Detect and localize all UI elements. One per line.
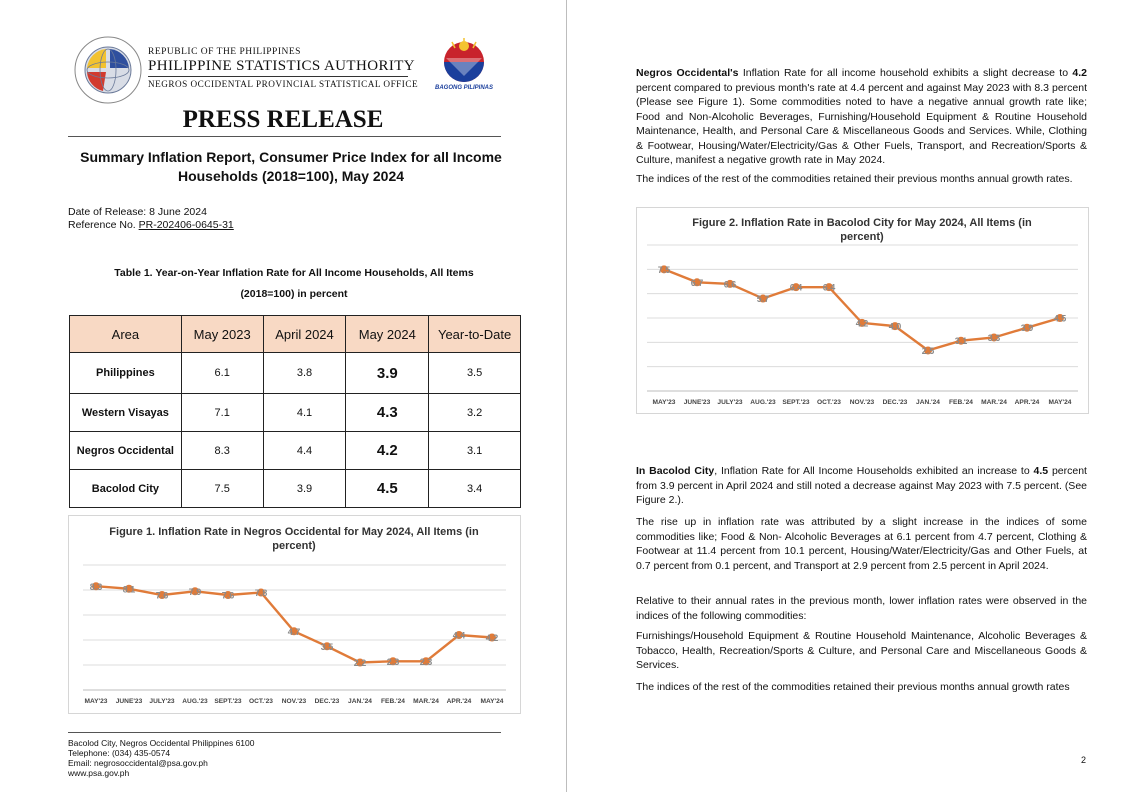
data-label: 7.6	[155, 590, 169, 601]
negros-lead: Negros Occidental's	[636, 67, 739, 79]
cell-value: 4.1	[263, 394, 346, 432]
cell-value: 3.4	[429, 470, 521, 508]
x-tick-label: DEC.'23	[882, 399, 908, 406]
figure2-chart	[636, 207, 1089, 414]
summary-title: Summary Inflation Report, Consumer Price Index for all Income Households (2018=100), May 2024	[80, 149, 502, 184]
data-label: 3.3	[987, 332, 1001, 343]
data-label: 4.2	[855, 318, 869, 329]
paragraph-retained-2: The indices of the rest of the commodities retained their previous months annual growth rates	[636, 681, 1070, 693]
cell-value: 3.9	[346, 353, 429, 394]
x-tick-label: OCT.'23	[249, 698, 273, 705]
bacolod-lead: In Bacolod City	[636, 465, 715, 477]
header-may-2023: May 2023	[181, 316, 263, 353]
table-row	[70, 432, 521, 470]
footer-telephone: Telephone: (034) 435-0574	[68, 748, 171, 758]
cell-area: Bacolod City	[70, 470, 182, 508]
data-label: 3.9	[1020, 323, 1034, 334]
table1-caption-line2: (2018=100) in percent	[240, 288, 348, 300]
bacolod-text-a: , Inflation Rate for All Income Households exhibited an increase to	[714, 465, 1034, 477]
x-tick-label: AUG.'23	[750, 399, 776, 406]
table1-caption-line1: Table 1. Year-on-Year Inflation Rate for All Income Households, All Items	[114, 267, 474, 279]
psa-seal-logo	[73, 35, 143, 105]
figure1-chart	[68, 515, 521, 714]
release-date	[68, 206, 207, 218]
cell-area: Western Visayas	[70, 394, 182, 432]
x-tick-label: SEPT.'23	[214, 698, 242, 705]
paragraph-commodities: Furnishings/Household Equipment & Routine Household Maintenance, Alcoholic Beverages & Tobacco, Health, Recreation/Sports & Culture, and Personal Care and Miscellaneous Goods & Services.	[636, 630, 1087, 671]
x-tick-label: FEB.'24	[381, 698, 405, 705]
negros-text-b: percent compared to previous month's rate at 4.4 percent and against May 2023 with 8.3 percent (Please see Figure 1). Some commodities noted to have a negative annual growth rate like; Food and Non-Alcoholic Beverages, Furnishing/Household Equipment & Routine Household Maintenance, Health, and Personal Care & Miscellaneous Goods and Services. While, Clothing & Footwear, Housing/Water/Electricity/Gas & Other Fuels, Transport, and Recreation/Sports & Culture, manifest a negative growth rate in May 2024.	[636, 81, 1087, 166]
cell-area: Philippines	[70, 353, 182, 394]
x-tick-label: MAY'24	[480, 698, 504, 705]
cell-value: 3.1	[429, 432, 521, 470]
paragraph-relative: Relative to their annual rates in the previous month, lower inflation rates were observed in the indices of the following commodities:	[636, 595, 1087, 622]
x-tick-label: SEPT.'23	[782, 399, 810, 406]
inflation-table	[69, 315, 521, 508]
footer-email: Email: negrosoccidental@psa.gov.ph	[68, 758, 208, 768]
x-tick-label: JUNE'23	[683, 399, 711, 406]
figure1-plot	[69, 516, 520, 713]
data-label: 2.3	[386, 656, 400, 667]
table-row	[70, 470, 521, 508]
data-label: 6.6	[723, 279, 737, 290]
data-label: 4.7	[287, 626, 301, 637]
cell-area: Negros Occidental	[70, 432, 182, 470]
x-tick-label: OCT.'23	[817, 399, 841, 406]
header-area: Area	[70, 316, 182, 353]
cell-value: 4.5	[346, 470, 429, 508]
figure1-title: Figure 1. Inflation Rate in Negros Occidental for May 2024, All Items (in percent)	[109, 526, 479, 552]
x-tick-label: FEB.'24	[949, 399, 973, 406]
x-tick-label: NOV.'23	[849, 399, 875, 406]
x-tick-label: DEC.'23	[314, 698, 340, 705]
x-tick-label: NOV.'23	[281, 698, 307, 705]
reference-value: PR-202406-0645-31	[138, 219, 234, 231]
cell-value: 3.2	[429, 394, 521, 432]
release-date-label: Date of Release:	[68, 206, 147, 218]
bacolod-text-b: percent from 3.9 percent in April 2024 and still noted a decrease against May 2023 with 7.5 percent. (See Figure 2.).	[636, 465, 1087, 506]
heading-rule	[68, 136, 501, 137]
data-label: 6.4	[822, 282, 836, 293]
paragraph-bacolod	[636, 464, 1087, 508]
figure2-title: Figure 2. Inflation Rate in Bacolod City for May 2024, All Items (in percent)	[692, 217, 1032, 243]
data-label: 7.8	[254, 588, 268, 598]
x-tick-label: MAY'23	[84, 698, 108, 705]
agency-name: PHILIPPINE STATISTICS AUTHORITY	[148, 58, 416, 74]
bagong-pilipinas-text: BAGONG PILIPINAS	[434, 85, 493, 91]
data-label: 8.1	[122, 584, 136, 595]
x-tick-label: APR.'24	[446, 698, 472, 705]
cell-value: 7.5	[181, 470, 263, 508]
cell-value: 3.9	[263, 470, 346, 508]
cell-value: 4.4	[263, 432, 346, 470]
x-tick-label: JAN.'24	[348, 698, 372, 705]
cell-value: 7.1	[181, 394, 263, 432]
x-tick-label: JULY'23	[149, 698, 175, 705]
press-release-heading: PRESS RELEASE	[182, 106, 384, 133]
negros-text-a: Inflation Rate for all income household exhibits a slight decrease to	[738, 67, 1073, 79]
x-tick-label: JUNE'23	[115, 698, 143, 705]
data-label: 6.7	[690, 277, 704, 288]
data-label: 7.9	[188, 586, 202, 597]
x-tick-label: MAY'24	[1048, 399, 1072, 406]
x-tick-label: AUG.'23	[182, 698, 208, 705]
data-label: 6.4	[789, 282, 803, 293]
paragraph-retained-1: The indices of the rest of the commodities retained their previous months annual growth rates.	[636, 173, 1073, 185]
x-tick-label: MAR.'24	[981, 399, 1007, 406]
negros-value: 4.2	[1072, 67, 1087, 79]
cell-value: 8.3	[181, 432, 263, 470]
data-label: 7.6	[221, 590, 235, 601]
footer-rule	[68, 732, 501, 733]
footer-website: www.psa.gov.ph	[68, 768, 130, 778]
cell-value: 6.1	[181, 353, 263, 394]
agency-underline	[148, 76, 408, 77]
page-number: 2	[1081, 755, 1087, 765]
table-row	[70, 353, 521, 394]
table-header-row	[70, 316, 521, 353]
cell-value: 3.5	[429, 353, 521, 394]
page-divider	[566, 0, 567, 792]
data-label: 3.1	[954, 336, 968, 347]
x-tick-label: MAR.'24	[413, 698, 439, 705]
header-april-2024: April 2024	[263, 316, 346, 353]
footer-address: Bacolod City, Negros Occidental Philippines 6100	[68, 738, 255, 748]
data-label: 5.7	[756, 294, 770, 305]
data-label: 4.4	[452, 630, 466, 641]
x-tick-label: JULY'23	[717, 399, 743, 406]
reference-number	[68, 219, 234, 231]
data-label: 3.5	[320, 641, 334, 652]
x-tick-label: JAN.'24	[916, 399, 940, 406]
data-label: 4.0	[888, 321, 902, 332]
x-tick-label: APR.'24	[1014, 399, 1040, 406]
figure2-plot	[637, 208, 1088, 413]
cell-value: 4.2	[346, 432, 429, 470]
header-may-2024: May 2024	[346, 316, 429, 353]
data-label: 7.5	[657, 264, 671, 275]
release-date-value: 8 June 2024	[149, 206, 207, 218]
bacolod-value: 4.5	[1033, 465, 1049, 477]
table-row	[70, 394, 521, 432]
paragraph-negros	[636, 66, 1087, 168]
data-label: 8.3	[89, 581, 103, 592]
data-label: 2.3	[419, 656, 433, 667]
header-year-to-date: Year-to-Date	[429, 316, 521, 353]
reference-label: Reference No.	[68, 219, 136, 231]
data-label: 4.2	[485, 633, 499, 643]
x-tick-label: MAY'23	[652, 399, 676, 406]
table1-caption	[68, 263, 520, 305]
cell-value: 3.8	[263, 353, 346, 394]
data-label: 2.2	[353, 658, 367, 668]
agency-republic: REPUBLIC OF THE PHILIPPINES	[148, 47, 301, 57]
agency-office: NEGROS OCCIDENTAL PROVINCIAL STATISTICAL OFFICE	[148, 79, 419, 89]
paragraph-rise: The rise up in inflation rate was attributed by a slight increase in the indices of some commodities like; Food & Non- Alcoholic Beverages at 6.1 percent from 4.7 percent, Clothing & Footwear at 11.4 percent from 10.1 percent, Housing/Water/Electricity/Gas and Other Fuels, at 0.7 percent from 0.1 percent, and Transport at 2.9 percent from 2.5 percent in April 2024.	[636, 516, 1087, 572]
data-label: 4.5	[1053, 313, 1067, 324]
cell-value: 4.3	[346, 394, 429, 432]
data-label: 2.5	[921, 345, 935, 356]
